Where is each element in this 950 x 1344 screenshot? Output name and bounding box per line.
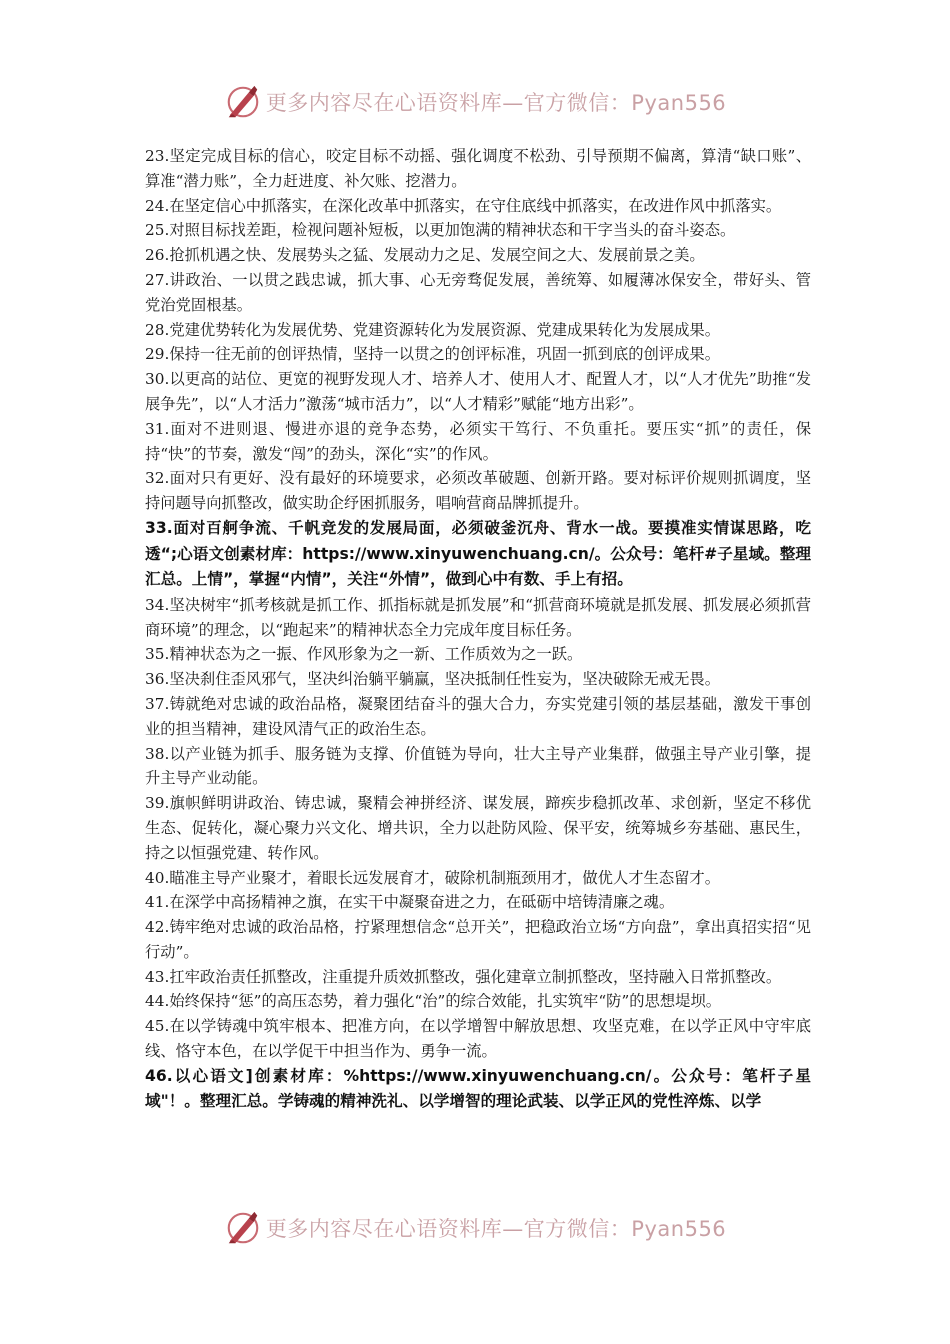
document-body [145, 144, 811, 1115]
numbered-paragraph: 30.以更高的站位、更宽的视野发现人才、培养人才、使用人才、配置人才，以“人才优先”助推“发展争先”，以“人才活力”激荡“城市活力”，以“人才精彩”赋能“地方出彩”。 [145, 370, 811, 413]
numbered-paragraph: 34.坚决树牢“抓考核就是抓工作、抓指标就是抓发展”和“抓营商环境就是抓发展、抓发展必须抓营商环境”的理念，以“跑起来”的精神状态全力完成年度目标任务。 [145, 595, 811, 639]
pen-brush-logo-icon [224, 83, 262, 121]
numbered-paragraph: 28.党建优势转化为发展优势、党建资源转化为发展资源、党建成果转化为发展成果。 [145, 320, 721, 339]
numbered-paragraph: 27.讲政治、一以贯之践忠诚，抓大事、心无旁骛促发展，善统筹、如履薄冰保安全，带好头、管党治党固根基。 [145, 270, 811, 314]
numbered-paragraph: 42.铸牢绝对忠诚的政治品格，拧紧理想信念“总开关”，把稳政治立场“方向盘”，拿出真招实招“见行动”。 [145, 918, 811, 961]
numbered-paragraph: 35.精神状态为之一振、作风形象为之一新、工作质效为之一跃。 [145, 645, 583, 664]
numbered-paragraph: 31.面对不进则退、慢进亦退的竞争态势，必须实干笃行、不负重托。要压实“抓”的责任，保持“快”的节奏，激发“闯”的劲头，深化“实”的作风。 [145, 419, 811, 463]
numbered-paragraph: 23.坚定完成目标的信心，咬定目标不动摇、强化调度不松劲、引导预期不偏离，算清“缺口账”、算准“潜力账”，全力赶进度、补欠账、挖潜力。 [145, 147, 811, 190]
numbered-paragraph: 33.面对百舸争流、千帆竞发的发展局面，必须破釜沉舟、背水一战。要摸准实情谋思路，吃透“;心语文创素材库：https://www.xinyuwenchuang.cn/。公众号：笔杆#子星域。整理汇总。上情”，掌握“内情”，关注“外情”，做到心中有数、手上有招。 [145, 518, 811, 589]
numbered-paragraph: 32.面对只有更好、没有最好的环境要求，必须改革破题、创新开路。要对标评价规则抓调度，坚持问题导向抓整改，做实助企纾困抓服务，唱响营商品牌抓提升。 [145, 469, 811, 513]
numbered-paragraph: 45.在以学铸魂中筑牢根本、把准方向，在以学增智中解放思想、攻坚克难，在以学正风中守牢底线、恪守本色，在以学促干中担当作为、勇争一流。 [145, 1017, 811, 1061]
numbered-paragraph: 24.在坚定信心中抓落实，在深化改革中抓落实，在守住底线中抓落实，在改进作风中抓落实。 [145, 196, 782, 215]
numbered-paragraph: 29.保持一往无前的创评热情，坚持一以贯之的创评标准，巩固一抓到底的创评成果。 [145, 345, 721, 364]
banner-text: 更多内容尽在心语资料库—官方微信：Pyan556 [265, 91, 727, 115]
numbered-paragraph: 46.以心语文]创素材库：%https://www.xinyuwenchuang.cn/。公众号：笔杆子星域"！。整理汇总。学铸魂的精神洗礼、以学增智的理论武装、以学正风的党性淬炼、以学 [145, 1066, 811, 1111]
numbered-paragraph: 44.始终保持“惩”的高压态势，着力强化“治”的综合效能，扎实筑牢“防”的思想堤坝。 [145, 992, 722, 1011]
numbered-paragraph: 40.瞄准主导产业聚才，着眼长远发展育才，破除机制瓶颈用才，做优人才生态留才。 [145, 868, 721, 887]
banner-text: 更多内容尽在心语资料库—官方微信：Pyan556 [265, 1217, 727, 1241]
numbered-paragraph: 36.坚决刹住歪风邪气，坚决纠治躺平躺赢，坚决抵制任性妄为，坚决破除无戒无畏。 [145, 670, 721, 689]
numbered-paragraph: 43.扛牢政治责任抓整改，注重提升质效抓整改，强化建章立制抓整改，坚持融入日常抓整改。 [145, 967, 782, 986]
footer-banner [0, 1208, 950, 1248]
numbered-paragraph: 38.以产业链为抓手、服务链为支撑、价值链为导向，壮大主导产业集群，做强主导产业引擎，提升主导产业动能。 [145, 744, 811, 788]
numbered-paragraph: 41.在深学中高扬精神之旗，在实干中凝聚奋进之力，在砥砺中培铸清廉之魂。 [145, 893, 675, 912]
pen-brush-logo-icon [224, 1209, 262, 1247]
header-banner [0, 82, 950, 122]
numbered-paragraph: 37.铸就绝对忠诚的政治品格，凝聚团结奋斗的强大合力，夯实党建引领的基层基础，激发干事创业的担当精神，建设风清气正的政治生态。 [145, 694, 811, 738]
numbered-paragraph: 39.旗帜鲜明讲政治、铸忠诚，聚精会神拼经济、谋发展，蹄疾步稳抓改革、求创新，坚定不移优生态、促转化，凝心聚力兴文化、增共识，全力以赴防风险、保平安，统筹城乡夯基础、惠民生，持之以恒强党建、转作风。 [145, 794, 811, 862]
numbered-paragraph: 26.抢抓机遇之快、发展势头之猛、发展动力之足、发展空间之大、发展前景之美。 [145, 246, 705, 265]
numbered-paragraph: 25.对照目标找差距，检视问题补短板，以更加饱满的精神状态和干字当头的奋斗姿态。 [145, 221, 736, 240]
